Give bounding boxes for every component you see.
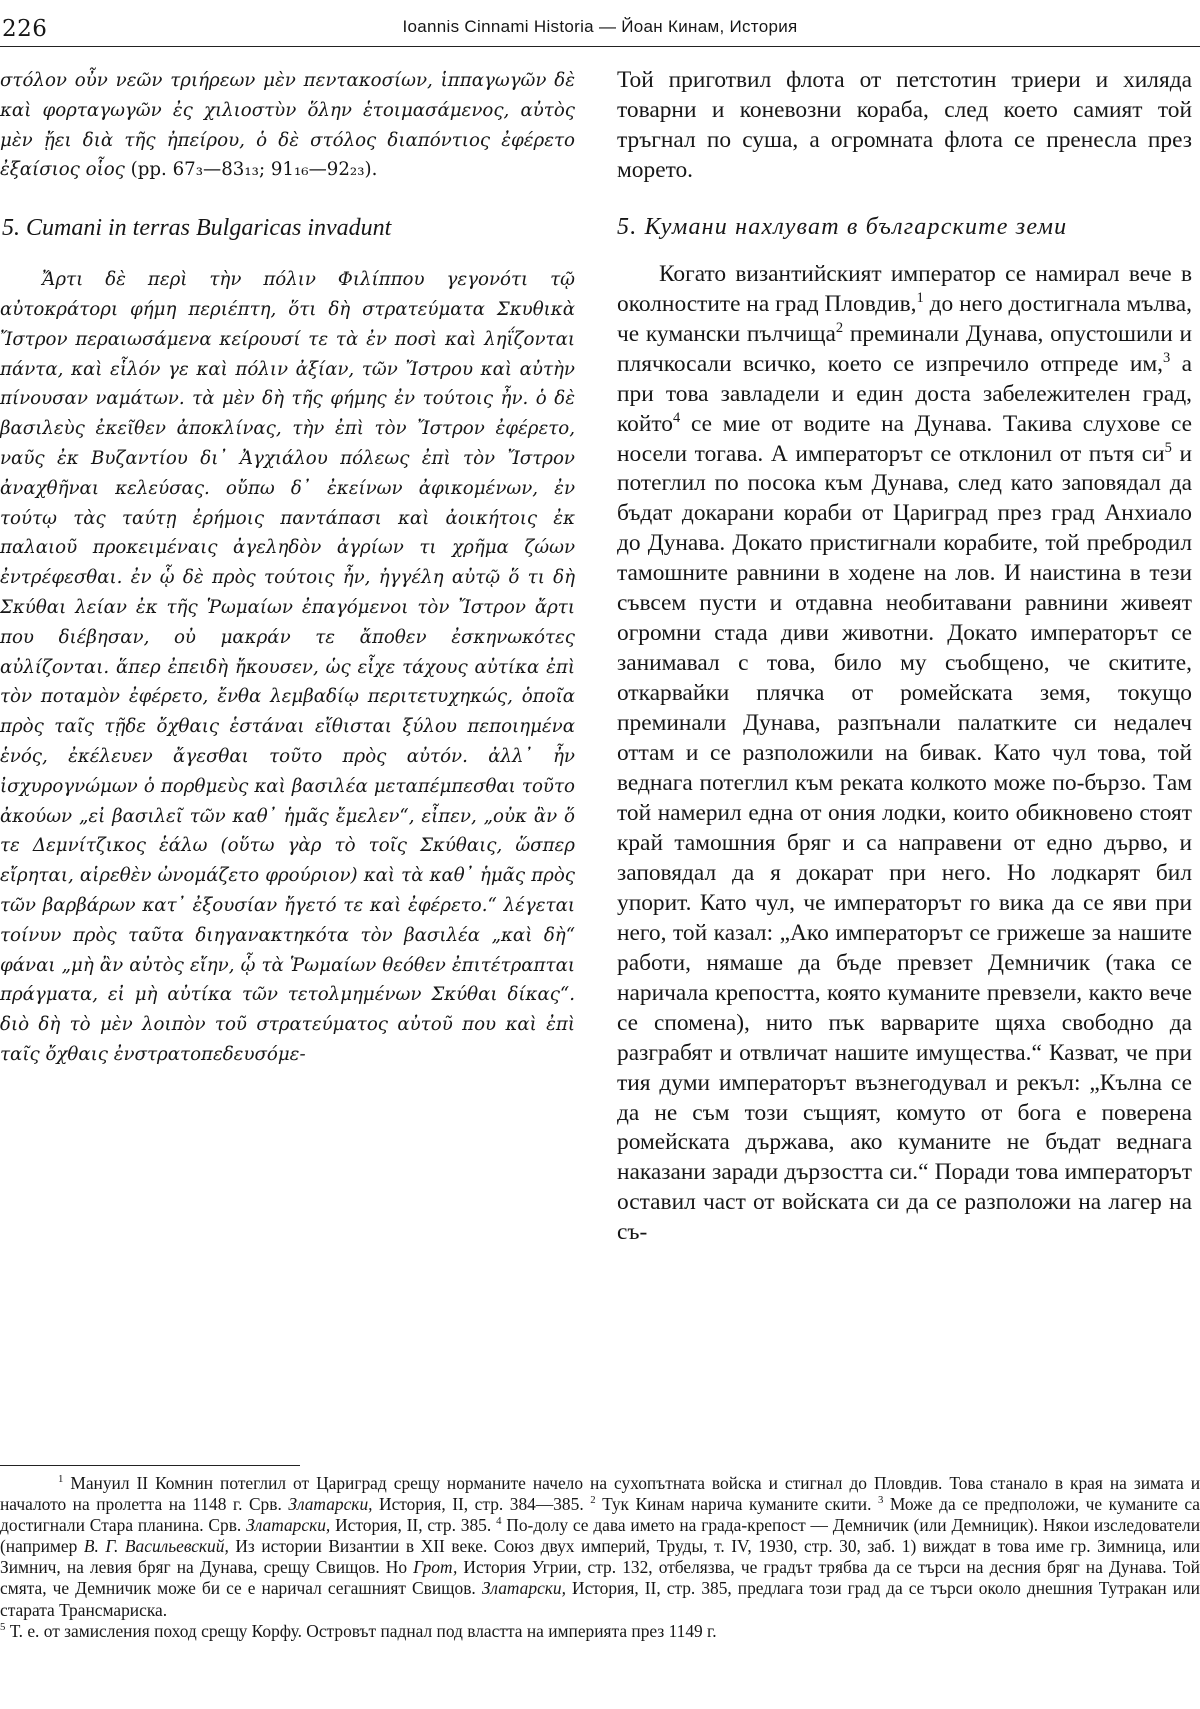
footnote-ref-5: 5: [1164, 439, 1172, 456]
footnote-5: [0, 1621, 1200, 1642]
footnote-rule: [0, 1465, 300, 1466]
footnote-author: Златарски,: [481, 1578, 566, 1599]
greek-section-text: Ἄρτι δὲ περὶ τὴν πόλιν Φιλίππου γεγονότι τῷ αὐτοκράτορι φήμη περιέπτη, ὅτι δὴ στρατεύματα Σκυθικὰ Ἴστρον περαιωσάμενα κείρουσί τε τὰ ἐν ποσὶ καὶ ληΐζονται πάντα, καὶ εἷλόν γε καὶ πόλιν ἀξίαν, τῶν Ἴστρου καὶ αὐτὴν πίνουσαν ναμάτων. τὰ μὲν δὴ τῆς φήμης ἐν τούτοις ἦν. ὁ δὲ βασιλεὺς ἐκεῖθεν ἀποκλίνας, τὴν ἐπὶ τὸν Ἴστρον ἐφέρετο, ναῦς ἐκ Βυζαντίου δι᾽ Ἀγχιάλου πόλεως ἐπὶ τὸν Ἴστρον ἀναχθῆναι κελεύσας. οὔπω δ᾽ ἐκείνων ἀφικομένων, ἐν τούτῳ τὰς ταύτῃ ἐρήμοις παντάπασι καὶ ἀοικήτοις ἐκ παλαιοῦ προκειμέναις ἀγεληδὸν ἀγρίων τι χρῆμα ζώων ἐντρέφεσθαι. ἐν ᾧ δὲ πρὸς τούτοις ἦν, ἠγγέλη αὐτῷ ὅ τι δὴ Σκύθαι λείαν ἐκ τῆς Ῥωμαίων ἐπαγόμενοι τὸν Ἴστρον ἄρτι που διέβησαν, οὐ μακράν τε ἄποθεν ἐσκηνωκότες αὐλίζονται. ἅπερ ἐπειδὴ ἤκουσεν, ὡς εἶχε τάχους αὐτίκα ἐπὶ τὸν ποταμὸν ἐφέρετο, ἔνθα λεμβαδίῳ περιτετυχηκώς, ὁποῖα πρὸς ταῖς τῇδε ὄχθαις ἑστάναι εἴθισται ξύλου πεποιημένα ἑνός, ἐκέλευεν ἄγεσθαι τοῦτο πρὸς αὐτόν. ἀλλ᾽ ἦν ἰσχυρογνώμων ὁ πορθμεὺς καὶ βασιλέα μεταπέμπεσθαι τοῦτο ἀκούων „εἰ βασιλεῖ τῶν καθ᾽ ἡμᾶς ἔμελεν“, εἶπεν, „οὐκ ἂν ὅ τε Δεμνίτζικος ἑάλω (οὕτω γὰρ τὸ τοῖς Σκύθαις, ὥσπερ εἴρηται, αἱρεθὲν ὠνομάζετο φρούριον) καὶ τὰ καθ᾽ ἡμᾶς πρὸς τῶν βαρβάρων κατ᾽ ἐξουσίαν ἤγετό τε καὶ ἐφέρετο.“ λέγεται τοίνυν πρὸς ταῦτα διηγανακτηκότα τὸν βασιλέα „καὶ δὴ“ φάναι „μὴ ἂν αὐτὸς εἴην, ᾧ τὰ Ῥωμαίων θεόθεν ἐπιτέτραπται πράγματα, εἰ μὴ αὐτίκα τῶν τετολμημένων Σκύθαι δίκας“. διὸ δὴ τὸ μὲν λοιπὸν τοῦ στρατεύματος αὐτοῦ που καὶ ἐπὶ ταῖς ὄχθαις ἐνστρατοπεδευσόμε-: [0, 269, 575, 1065]
footnote-text: Мануил II Комнин потеглил от Цариград срещу норманите начело на сухопътната войска и стигнал до Пловдив. Това станало в края на зимата и началото на пролетта на 1148 г. Срв.: [0, 1473, 1200, 1515]
footnote-text: Из истории Византии в XII веке. Союз двух империй, Труды, т. IV, 1930, стр. 30, заб. 1) виждат в това име гр. Зимница, или Зимнич, на левия бряг на Дунава, срещу Свищов. Но: [0, 1536, 1200, 1578]
greek-intro-paragraph: [0, 66, 575, 185]
footnote-text: Т. е. от замисления поход срещу Корфу. Островът паднал под властта на империята през 1149 г.: [5, 1620, 717, 1641]
header-rule: [0, 46, 1200, 47]
bulgarian-section-heading: 5. Кумани нахлуват в българските земи: [617, 213, 1068, 240]
footnote-mark-3: 3: [877, 1494, 884, 1507]
footnote-ref-1: 1: [916, 289, 924, 306]
footnote-ref-4: 4: [673, 409, 681, 426]
footnote-text: История Угрии, стр. 132, отбелязва, че градът трябва да се търси на десния бряг на Дунава. Той смята, че Демничик може би се е наричал сегашният Свищов.: [0, 1557, 1200, 1599]
running-title: Ioannis Cinnami Historia — Йоан Кинам, История: [402, 17, 798, 36]
footnote-text: Може да се предположи, че куманите са достигнали Стара планина. Срв.: [0, 1494, 1200, 1536]
bulgarian-section-text: [617, 260, 1192, 1248]
text-segment: се мие от водите на Дунава. Такива слухове се носели тогава. А императорът се отклонил от пътя си: [617, 410, 1192, 467]
greek-section-heading: 5. Cumani in terras Bulgaricas invadunt: [2, 215, 392, 242]
bulgarian-column: [617, 66, 1192, 1248]
text-segment: и потеглил по посока към Дунава, след като заповядал да бъдат докарани кораби от Цариград през град Анхиало до Дунава. Докато пристигнали корабите, той пребродил тамошните равнини в ходене на лов. И наистина в тези съвсем пусти и отдавна необитавани равнини живеят огромни стада диви животни. Докато императорът се занимавал с това, било му съобщено, че скитите, откарвайки плячка от ромейската земя, токущо преминали Дунава, разпънали палатките си недалеч оттам и се разположили на бивак. Като чул това, той веднага потеглил към реката колкото може по-бързо. Там той намерил една от ония лодки, които обикновено стоят край тамошния бряг и са направени от едно дърво, и заповядал да я докарат при него. Но лодкарят бил упорит. Като чул, че императорът го вика да се яви при него, той казал: „Ако императорът се грижеше за нашите работи, нямаше да бъде превзет Демничик (така се наричала крепостта, която куманите превзели, както вече се спомена), нито пък варварите щяха свободно да разграбят и отвличат нашите имущества.“ Казват, че при тия думи императорът възнегодувал и рекъл: „Кълна се да не съм този същият, комуто от бога е поверена ромейската държава, ако куманите не бъдат веднага наказани заради дързостта си.“ Поради това императорът оставил част от войската си да се разположи на лагер на съ-: [617, 440, 1192, 1246]
footnote-text: Тук Кинам нарича куманите скити.: [595, 1494, 878, 1515]
footnotes: [0, 1473, 1200, 1642]
footnote-mark-1: 1: [58, 1473, 64, 1486]
footnote-mark-5: 5: [0, 1620, 6, 1633]
footnote-author: Грот,: [413, 1557, 458, 1578]
greek-intro-reference: (pp. 67₃—83₁₃; 91₁₆—92₂₃).: [124, 159, 378, 181]
bulgarian-intro-paragraph: Той приготвил флота от петстотин триери и хиляда товарни и коневозни кораба, след което самият той тръгнал по суша, а огромната флота се пренесла през морето.: [617, 67, 1192, 183]
text-segment: а при това завладели и един доста забележителен град, който: [617, 350, 1193, 437]
text-segment: до него достигнала мълва, че кумански пълчища: [617, 290, 1192, 347]
page-number: 226: [2, 16, 48, 42]
footnote-author: В. Г. Васильевский,: [83, 1536, 229, 1557]
footnote-mark-4: 4: [496, 1515, 502, 1528]
footnote-ref-3: 3: [1163, 349, 1171, 366]
running-head: [0, 6, 1200, 46]
footnote-text: История, II, стр. 385, предлага този град да се търси около днешния Тутракан или старата Трансмариска.: [0, 1578, 1200, 1620]
footnote-text: История, II, стр. 384—385.: [372, 1494, 591, 1515]
greek-column: [0, 66, 575, 1070]
footnote-text: История, II, стр. 385.: [330, 1515, 497, 1536]
footnote-author: Златарски,: [288, 1494, 373, 1515]
footnote-mark-2: 2: [590, 1494, 596, 1507]
footnote-author: Златарски,: [246, 1515, 331, 1536]
text-segment: преминали Дунава, опустошили и плячкосали всичко, което се изпречило отпреде им,: [617, 320, 1192, 377]
text-segment: Когато византийският император се намирал вече в околностите на град Пловдив,: [617, 260, 1192, 317]
footnote-ref-2: 2: [835, 319, 844, 336]
footnote-text: По-долу се дава името на града-крепост — Демничик (или Демницик). Някои изследователи (например: [0, 1515, 1200, 1557]
footnote-block: [0, 1473, 1200, 1621]
greek-intro-text: στόλον οὖν νεῶν τριήρεων μὲν πεντακοσίων, ἱππαγωγῶν δὲ καὶ φορταγωγῶν ἐς χιλιοστὺν ὅλην ἑτοιμασάμενος, αὐτὸς μὲν ᾔει διὰ τῆς ἠπείρου, ὁ δὲ στόλος διαπόντιος ἐφέρετο ἐξαίσιος οἷος: [0, 70, 575, 181]
